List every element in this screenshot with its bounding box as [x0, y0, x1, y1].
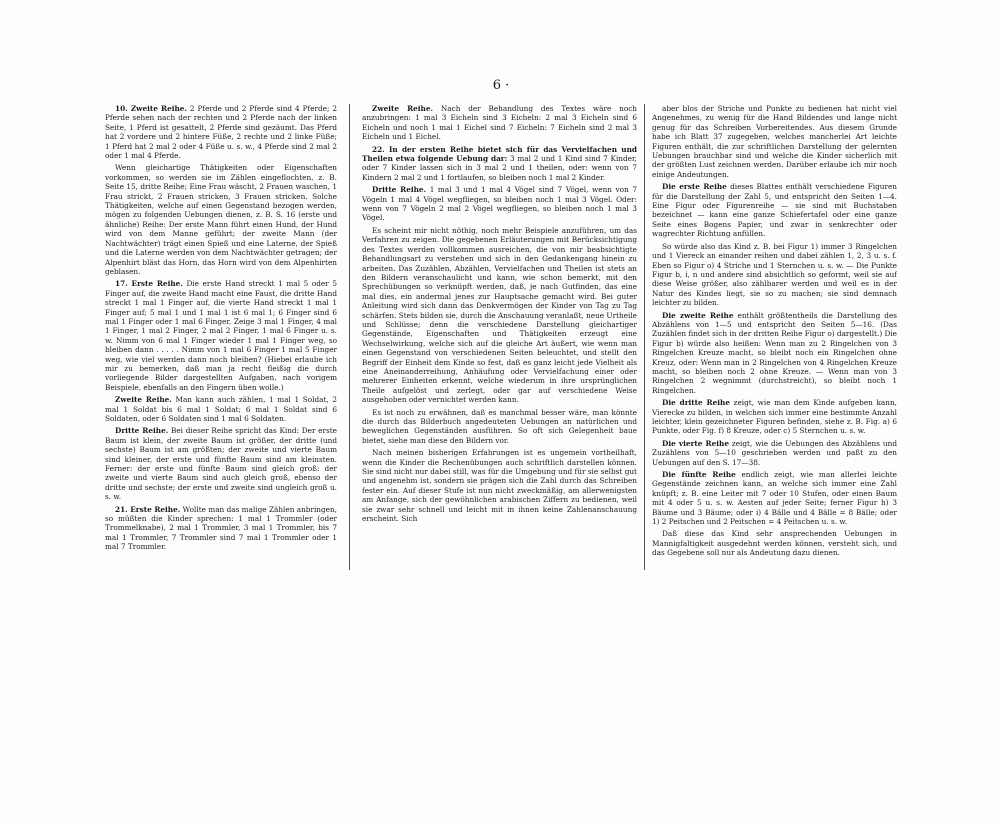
text-column-left — [105, 104, 337, 574]
text-column-middle — [362, 104, 637, 574]
paragraph — [105, 395, 337, 423]
paragraph — [652, 470, 897, 526]
paragraph — [652, 104, 897, 179]
paragraph-text: endlich zeigt, wie man allerlei leichte Gegenstände zeichnen kann, an welche sich immer eine Zahl knüpft; z. B. eine Leiter mit 7 oder 10 Stufen, oder einen Baum mit 4 oder 5 u. s. w. Aesten auf jeder Seite; ferner Figur h) 3 Bäume und 3 Bäume; oder i) 4 Bälle und 4 Bälle = 8 Bälle; oder 1) 2 Peitschen und 2 Peitschen = 4 Peitschen u. s. w. — [652, 470, 897, 527]
paragraph — [105, 104, 337, 160]
paragraph — [652, 242, 897, 308]
paragraph — [362, 226, 637, 405]
paragraph-lead: 22. In der ersten Reihe bietet sich für das Vervielfachen und Theilen etwa folgende Uebung dar: — [362, 144, 637, 164]
paragraph-lead: Die erste Reihe — [662, 182, 727, 192]
paragraph — [652, 398, 897, 436]
paragraph-lead: Zweite Reihe. — [115, 395, 172, 405]
paragraph — [105, 426, 337, 501]
paragraph-text: aber blos der Striche und Punkte zu bedienen hat nicht viel Angenehmes, zu wenig für die Hand Bildendes und lange nicht genug für das Schreiben Vorbereitendes. Aus diesem Grunde habe ich Blatt 37 zugegeben, welches mancherlei Art leichte Figuren enthält, die zur schriftlichen Darstellung der gelernten Uebungen brauchbar sind und welche die Kinder sicherlich mit der größten Lust zeichnen werden. Darüber erlaube ich mir noch einige Andeutungen. — [652, 104, 897, 179]
paragraph-lead: Die zweite Reihe — [662, 310, 734, 320]
paragraph — [105, 279, 337, 392]
paragraph-lead: Zweite Reihe. — [372, 104, 434, 113]
paragraph-lead: 17. Erste Reihe. — [115, 279, 183, 289]
paragraph-lead: Dritte Reihe. — [372, 185, 427, 195]
paragraph-lead: Dritte Reihe. — [115, 426, 169, 436]
paragraph — [362, 448, 637, 523]
column-divider-left — [349, 104, 350, 570]
paragraph-text: Nach meinen bisherigen Erfahrungen ist es ungemein vortheilhaft, wenn die Kinder die Rechenübungen auch schriftlich darstellen können. Sie sind nicht nur dabei still, was für die Umgebung und für sie selbst gut und angenehm ist, sondern sie prägen sich die Zahl durch das Schreiben fester ein. Auf dieser Stufe ist nun nicht zweckmäßig, am allerwenigsten am Anfange, sich der gewöhnlichen arabischen Ziffern zu bedienen, weil sie zwar sehr schnell und leicht mit in ihnen keine Zahlenanschauung erscheint. Sich — [362, 448, 637, 524]
paragraph — [652, 529, 897, 557]
paragraph-text: dieses Blattes enthält verschiedene Figuren für die Darstellung der Zahl 5, und entspricht den Seiten 1—4. Eine Figur oder Figurenreihe — sie sind mit Buchstaben bezeichnet — kann eine ganze Schiefertafel oder eine ganze Seite eines Bogens Papier, und zwar in senkrechter oder wagrechter Richtung anfüllen. — [652, 182, 897, 239]
paragraph-text: zeigt, wie die Uebungen des Abzählens und Zuzählens von 5—10 geschrieben werden und paßt zu den Uebungen auf den S. 17—38. — [652, 438, 897, 467]
paragraph-lead: Die vierte Reihe — [662, 438, 729, 448]
paragraph-text: Es ist noch zu erwähnen, daß es manchmal besser wäre, man könnte die durch das Bilderbuch angedeuteten Uebungen an natürlichen und beweglichen Gegenständen ausführen. So oft sich Gelegenheit baue bietet, siehe man diese den Bildern vor. — [362, 407, 637, 445]
page-number: 6 · — [492, 78, 510, 93]
paragraph-lead: Die dritte Reihe — [662, 398, 730, 408]
text-column-right — [652, 104, 897, 574]
paragraph — [652, 182, 897, 238]
paragraph-text: Wenn gleichartige Thätigkeiten oder Eigenschaften vorkommen, so werden sie im Zählen eingeflochten, z. B. Seite 15, dritte Reihe; Eine Frau wäscht, 2 Frauen waschen, 1 Frau strickt, 2 Frauen stricken, 3 Frauen stricken. Solche Thätigkeiten, welche auf einen Gegenstand bezogen werden, mögen zu folgenden Uebungen dienen, z. B. S. 16 (erste und ähnliche) Reihe: Der erste Mann führt einen Hund, der Hund wird von dem Manne geführt; der zweite Mann (der Nachtwächter) trägt einen Spieß und eine Laterne, der Spieß und die Laterne werden von dem Nachtwächter getragen; der Alpenhirt bläst das Horn, das Horn wird von dem Alpenhirten geblasen. — [105, 163, 337, 276]
column-divider-right — [644, 104, 645, 570]
paragraph-lead: 10. Zweite Reihe. — [115, 104, 187, 113]
paragraph-text: Bei dieser Reihe spricht das Kind: Der erste Baum ist klein, der zweite Baum ist größer, der dritte (und sechste) Baum ist am größten; der zweite und vierte Baum sind kleiner, der erste und fünfte Baum sind am kleinsten. Ferner: der erste und fünfte Baum sind gleich groß: der zweite und vierte Baum sind auch gleich groß, ebenso der dritte und sechste; der erste und zweite sind ungleich groß u. s. w. — [105, 426, 337, 502]
paragraph-text: So würde also das Kind z. B. bei Figur 1) immer 3 Ringelchen und 1 Viereck an einander reihen und dabei zählen 1, 2, 3 u. s. f. Eben so Figur o) 4 Striche und 1 Sternchen u. s. w. — Die Punkte Figur b, i, n und andere sind absichtlich so geformt, weil sie auf diese Weise größer, also zählbarer werden und weil es in der Natur des Kindes liegt, sie so zu machen; sie sind demnach leichter zu bilden. — [652, 241, 897, 308]
paragraph-text: Man kann auch zählen, 1 mal 1 Soldat, 2 mal 1 Soldat bis 6 mal 1 Soldat; 6 mal 1 Soldat sind 6 Soldaten, oder 6 Soldaten sind 1 mal 6 Soldaten. — [105, 395, 337, 423]
paragraph-text: Es scheint mir nicht nöthig, noch mehr Beispiele anzuführen, um das Verfahren zu zeigen. Die gegebenen Erläuterungen mit Berücksichtigung des Textes werden vollkommen ausreichen, die von mir beabsichtigte Behandlungsart zu verstehen und sich in den Gedankengang hinein zu arbeiten. Das Zuzählen, Abzählen, Vervielfachen und Theilen ist stets an den Bildern veranschaulicht und kann, wie schon bemerkt, mit den Sprechübungen so verknüpft werden, daß, je nach Gutfinden, das eine mal dies, ein andermal jenes zur Hauptsache gemacht wird. Bei guter Anleitung wird sich dann das Denkvermögen der Kinder von Tag zu Tag schärfen. Stets bilden sie, durch die Anschauung veranlaßt, neue Urtheile und Schlüsse; denn die verschiedene Darstellung gleichartiger Gegenstände, Eigenschaften und Thätigkeiten erzeugt eine Wechselwirkung, welche sich auf die gleiche Art äußert, wie wenn man einen Gegenstand von verschiedenen Seiten beleuchtet, und stellt den Begriff der Einheit dem Kinde so fest, daß es ganz leicht jede Vielheit als eine Aneinanderreihung, Anhäufung oder Vervielfachung einer oder mehrerer Einheiten erkennt, welche wiederum in ihre ursprünglichen Theile aufgelöst und zerlegt, oder gar auf verschiedene Weise ausgehoben oder vernichtet werden kann. — [362, 225, 637, 405]
paragraph-text: enthält größtentheils die Darstellung des Abzählens von 1—5 und entspricht den Seiten 5—16. (Das Zuzählen findet sich in der dritten Reihe Figur o) dargestellt.) Die Figur b) würde also heißen: Wenn man zu 2 Ringelchen von 3 Ringelchen Kreuze macht, so bleibt noch ein Ringelchen ohne Kreuz, oder: Wenn man in 2 Ringelchen von 4 Ringelchen Kreuze macht, so bleiben noch 2 ohne Kreuze. — Wenn man von 3 Ringelchen 2 wegnimmt (durchstreicht), so bleibt noch 1 Ringelchen. — [652, 310, 897, 395]
paragraph-text: 2 Pferde und 2 Pferde sind 4 Pferde; 2 Pferde sehen nach der rechten und 2 Pferde nach der linken Seite, 1 Pferd ist gesattelt, 2 Pferde sind gezäumt. Das Pferd hat 2 vordere und 2 hintere Füße, 2 rechte und 2 linke Füße; 1 Pferd hat 2 mal 2 oder 4 Füße u. s. w., 4 Pferde sind 2 mal 2 oder 1 mal 4 Pferde. — [105, 104, 337, 161]
paragraph-text: Wollte man das malige Zählen anbringen, so müßten die Kinder sprechen: 1 mal 1 Trommler (oder Trommelknabe), 2 mal 1 Trommler, 3 mal 1 Trommler, bis 7 mal 1 Trommler, 7 Trommler sind 7 mal 1 Trommler oder 1 mal 7 Trommler. — [105, 504, 337, 552]
paragraph-lead: 21. Erste Reihe. — [115, 504, 181, 514]
paragraph-text: 3 mal 2 und 1 Kind sind 7 Kinder, oder 7 Kinder lassen sich in 3 mal 2 und 1 theilen, oder: wenn von 7 Kindern 2 mal 2 und 1 fortlaufen, so bleiben noch 1 mal 2 Kinder. — [362, 154, 637, 182]
paragraph-text: Daß diese das Kind sehr ansprechenden Uebungen in Mannigfaltigkeit ausgedehnt werden können, versteht sich, und das Gegebene soll nur als Andeutung dazu dienen. — [652, 529, 897, 558]
paragraph-text: zeigt, wie man dem Kinde aufgeben kann, Vierecke zu bilden, in welchen sich immer eine bestimmte Anzahl leichter, klein gezeichneter Figuren befinden, siehe z. B. Fig. a) 6 Punkte, oder Fig. f) 8 Kreuze, oder c) 5 Sternchen u. s. w. — [652, 398, 897, 436]
paragraph — [105, 163, 337, 276]
paragraph — [362, 104, 637, 142]
paragraph — [362, 145, 637, 183]
paragraph-text: Nach der Behandlung des Textes wäre noch anzubringen: 1 mal 3 Eicheln sind 3 Eicheln: 2 mal 3 Eicheln sind 6 Eicheln und noch 1 mal 1 Eichel sind 7 Eicheln: 7 Eicheln sind 2 mal 3 Eicheln und 1 Eichel. — [362, 104, 637, 142]
paragraph-text: 1 mal 3 und 1 mal 4 Vögel sind 7 Vögel, wenn von 7 Vögeln 1 mal 4 Vögel wegfliegen, so bleiben noch 1 mal 3 Vögel. Oder: wenn von 7 Vögeln 2 mal 2 Vögel wegfliegen, so bleiben noch 1 mal 3 Vögel. — [362, 185, 637, 223]
paragraph — [105, 505, 337, 552]
paragraph-text: Die erste Hand streckt 1 mal 5 oder 5 Finger auf, die zweite Hand macht eine Faust, die dritte Hand streckt 1 mal 1 Finger auf, die vierte Hand streckt 1 mal 1 Finger auf; 5 mal 1 und 1 mal 1 ist 6 mal 1; 6 Finger sind 6 mal 1 Finger oder 1 mal 6 Finger. Zeige 3 mal 1 Finger, 4 mal 1 Finger, 1 mal 2 Finger, 2 mal 2 Finger, 1 mal 6 Finger u. s. w. Nimm von 6 mal 1 Finger wieder 1 mal 1 Finger weg, so bleiben dann . . . . . Nimm von 1 mal 6 Finger 1 mal 5 Finger weg, wie viel werden dann noch bleiben? (Hiebei erlaube ich mir zu bemerken, daß man ja recht fleißig die durch vorliegende Bilder dargestellten Aufgaben, nach vorigem Beispiele, ebenfalls an den Fingern üben wolle.) — [105, 279, 337, 392]
paragraph-lead: Die fünfte Reihe — [662, 470, 736, 480]
paragraph — [362, 185, 637, 223]
paragraph — [652, 439, 897, 467]
paragraph — [362, 408, 637, 446]
paragraph — [652, 311, 897, 396]
